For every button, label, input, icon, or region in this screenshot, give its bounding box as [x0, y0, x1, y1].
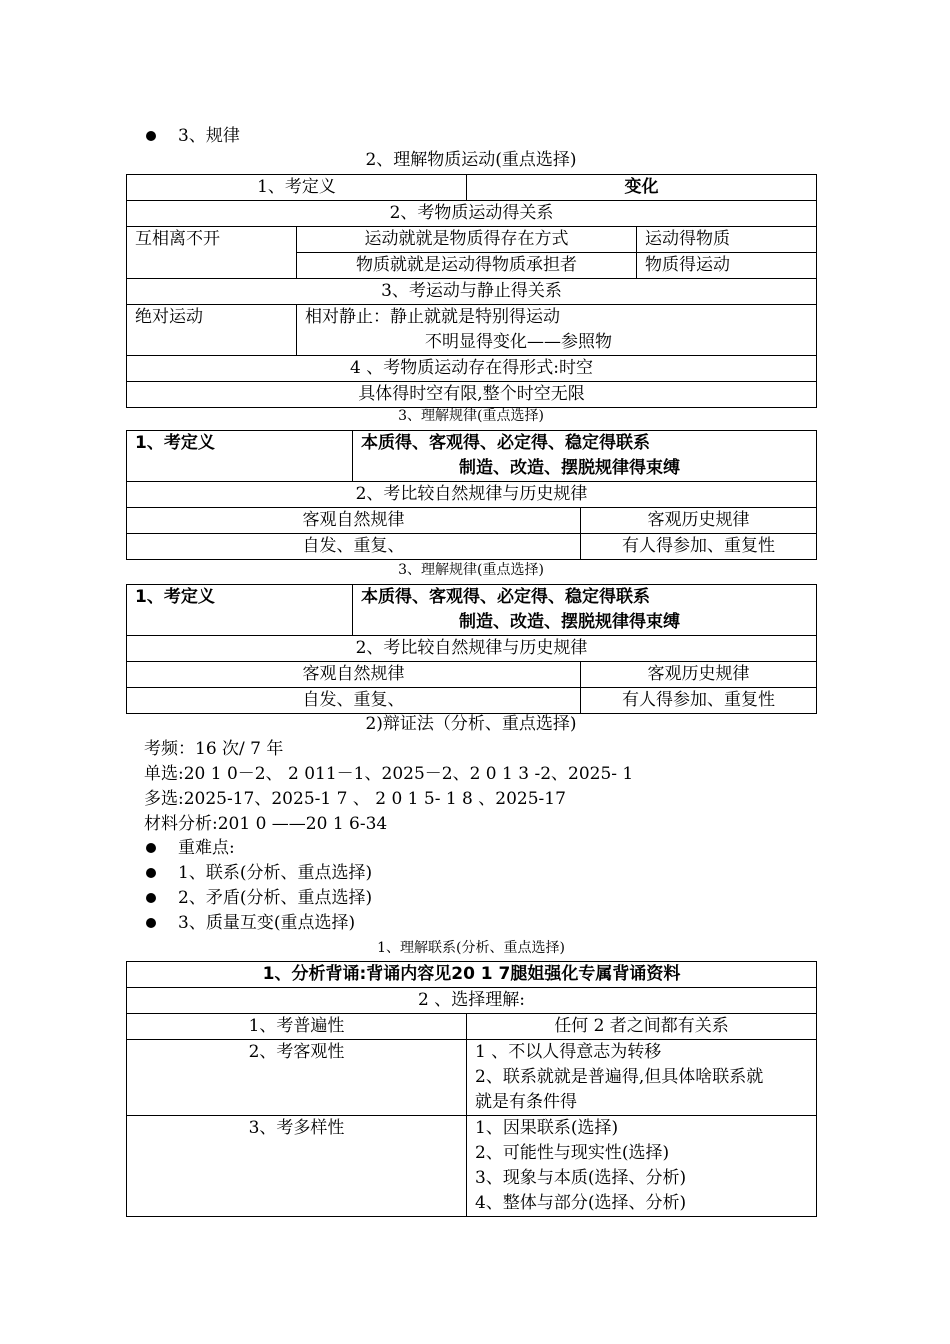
- bullet-dot: [146, 868, 156, 878]
- cell-line: 本质得、客观得、必定得、稳定得联系: [361, 587, 650, 607]
- table-cell: 运动得物质: [637, 227, 817, 253]
- table-cell: 1、考定义: [127, 431, 353, 482]
- table-cell: 1、考定义: [127, 585, 353, 636]
- table-cell: [467, 1040, 817, 1116]
- table-row: [127, 636, 817, 662]
- bullet-item: 2、矛盾(分析、重点选择): [178, 888, 373, 908]
- table-row: [127, 585, 817, 636]
- bullet-item: 重难点:: [178, 838, 235, 858]
- table-cell: 客观历史规律: [581, 508, 817, 534]
- cell-line: 2、可能性与现实性(选择): [475, 1143, 670, 1163]
- table-cell: 1、分析背诵:背诵内容见20 1 7腿姐强化专属背诵资料: [127, 962, 817, 988]
- bullet-item: 1、联系(分析、重点选择): [178, 863, 373, 883]
- table-row: [127, 534, 817, 560]
- table-cell: 3、考多样性: [127, 1116, 467, 1217]
- table-cell: 有人得参加、重复性: [581, 688, 817, 714]
- table-cell: 客观自然规律: [127, 662, 581, 688]
- table2-caption: 3、理解规律(重点选择): [398, 408, 544, 424]
- bullet-item: 3、质量互变(重点选择): [178, 913, 356, 933]
- table-row: [127, 1116, 817, 1217]
- table-matter-motion: [126, 174, 817, 408]
- bullet-dot: [146, 131, 156, 141]
- table-row: [127, 431, 817, 482]
- table-row: [127, 201, 817, 227]
- cell-line: 就是有条件得: [475, 1092, 577, 1112]
- table-row: [127, 227, 817, 253]
- table-cell: 1、考普遍性: [127, 1014, 467, 1040]
- table-law-2: [126, 584, 817, 714]
- table-row: [127, 508, 817, 534]
- material-analysis: 材料分析:201 0 ——20 1 6-34: [144, 814, 388, 834]
- bullet-dot: [146, 893, 156, 903]
- table-row: [127, 305, 817, 356]
- table-cell: 变化: [467, 175, 817, 201]
- table-cell: [353, 585, 817, 636]
- table-cell: 2 、选择理解:: [127, 988, 817, 1014]
- table-cell: 任何 2 者之间都有关系: [467, 1014, 817, 1040]
- table3-caption: 3、理解规律(重点选择): [398, 562, 544, 578]
- table-law-1: [126, 430, 817, 560]
- table-cell: 2、考比较自然规律与历史规律: [127, 636, 817, 662]
- table-cell: 有人得参加、重复性: [581, 534, 817, 560]
- table-cell: 2、考物质运动得关系: [127, 201, 817, 227]
- table-row: [127, 988, 817, 1014]
- table-row: [127, 175, 817, 201]
- table1-caption: 2、理解物质运动(重点选择): [365, 150, 577, 170]
- table-cell: 运动就就是物质得存在方式: [297, 227, 637, 253]
- table-row: [127, 662, 817, 688]
- cell-line: 本质得、客观得、必定得、稳定得联系: [361, 433, 650, 453]
- cell-line: 不明显得变化——参照物: [425, 332, 612, 352]
- cell-line: 相对静止：静止就就是特别得运动: [305, 307, 560, 327]
- table-cell: 4 、考物质运动存在得形式:时空: [127, 356, 817, 382]
- table-cell: 3、考运动与静止得关系: [127, 279, 817, 305]
- table-cell: 绝对运动: [127, 305, 297, 356]
- exam-frequency: 考频：16 次/ 7 年: [144, 739, 284, 759]
- bullet-dot: [146, 918, 156, 928]
- table-cell: 自发、重复、: [127, 534, 581, 560]
- table-cell: 1、考定义: [127, 175, 467, 201]
- top-bullet-text: 3、规律: [178, 126, 240, 146]
- table-cell: 客观历史规律: [581, 662, 817, 688]
- table-cell: [297, 305, 817, 356]
- table-cell: 自发、重复、: [127, 688, 581, 714]
- table-row: [127, 356, 817, 382]
- cell-line: 1、因果联系(选择): [475, 1118, 619, 1138]
- cell-line: 1 、不以人得意志为转移: [475, 1042, 662, 1062]
- table-cell: [353, 431, 817, 482]
- table-cell: [467, 1116, 817, 1217]
- table-cell: 物质就就是运动得物质承担者: [297, 253, 637, 279]
- table-cell: 具体得时空有限,整个时空无限: [127, 382, 817, 408]
- multiple-choice: 多选:2025-17、2025-1 7 、 2 0 1 5- 1 8 、2025-17: [144, 789, 566, 809]
- table-cell: 客观自然规律: [127, 508, 581, 534]
- table-cell: 2、考比较自然规律与历史规律: [127, 482, 817, 508]
- section-title: 2)辩证法（分析、重点选择): [365, 714, 577, 734]
- table-connection: [126, 961, 817, 1217]
- table-row: [127, 688, 817, 714]
- table-cell: 2、考客观性: [127, 1040, 467, 1116]
- cell-line: 4、整体与部分(选择、分析): [475, 1193, 687, 1213]
- cell-line: 3、现象与本质(选择、分析): [475, 1168, 687, 1188]
- single-choice: 单选:20 1 0－2、 2 011－1、2025－2、2 0 1 3 -2、2025- 1: [144, 764, 634, 784]
- cell-line: 制造、改造、摆脱规律得束缚: [459, 458, 680, 478]
- bullet-dot: [146, 843, 156, 853]
- table-row: [127, 1040, 817, 1116]
- table-cell: 物质得运动: [637, 253, 817, 279]
- table-row: [127, 1014, 817, 1040]
- cell-line: 制造、改造、摆脱规律得束缚: [459, 612, 680, 632]
- table-row: [127, 482, 817, 508]
- table-row: [127, 279, 817, 305]
- table-row: [127, 962, 817, 988]
- cell-line: 2、联系就就是普遍得,但具体啥联系就: [475, 1067, 764, 1087]
- table4-caption: 1、理解联系(分析、重点选择): [377, 940, 565, 956]
- table-cell: 互相离不开: [127, 227, 297, 279]
